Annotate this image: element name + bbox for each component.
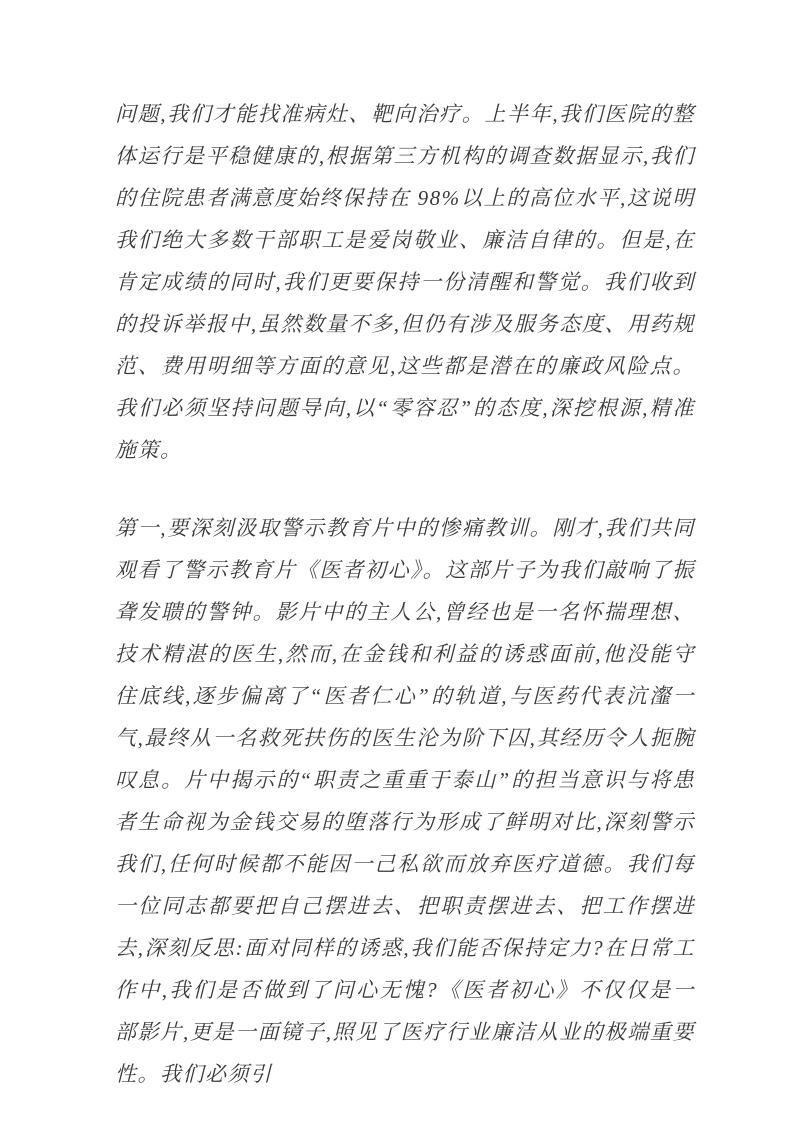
body-paragraph: 问题,我们才能找准病灶、靶向治疗。上半年,我们医院的整体运行是平稳健康的,根据第三方机构的调查数据显示,我们的住院患者满意度始终保持在 98%以上的高位水平,这说明我们绝大多数干部职工是爱岗敬业、廉洁自律的。但是,在肯定成绩的同时,我们更要保持一份清醒和警觉。我们收到的投诉举报中,虽然数量不多,但仍有涉及服务态度、用药规范、费用明细等方面的意见,这些都是潜在的廉政风险点。我们必须坚持问题导向,以“零容忍”的态度,深挖根源,精准施策。 bbox=[115, 102, 695, 462]
document-body bbox=[115, 93, 695, 1095]
body-paragraph: 第一,要深刻汲取警示教育片中的惨痛教训。刚才,我们共同观看了警示教育片《医者初心》。这部片子为我们敲响了振聋发聩的警钟。影片中的主人公,曾经也是一名怀揣理想、技术精湛的医生,然而,在金钱和利益的诱惑面前,他没能守住底线,逐步偏离了“医者仁心”的轨道,与医药代表沆瀣一气,最终从一名救死扶伤的医生沦为阶下囚,其经历令人扼腕叹息。片中揭示的“职责之重重于泰山”的担当意识与将患者生命视为金钱交易的堕落行为形成了鲜明对比,深刻警示我们,任何时候都不能因一己私欲而放弃医疗道德。我们每一位同志都要把自己摆进去、把职责摆进去、把工作摆进去,深刻反思:面对同样的诱惑,我们能否保持定力?在日常工作中,我们是否做到了问心无愧?《医者初心》不仅仅是一部影片,更是一面镜子,照见了医疗行业廉洁从业的极端重要性。我们必须引 bbox=[115, 516, 695, 1086]
